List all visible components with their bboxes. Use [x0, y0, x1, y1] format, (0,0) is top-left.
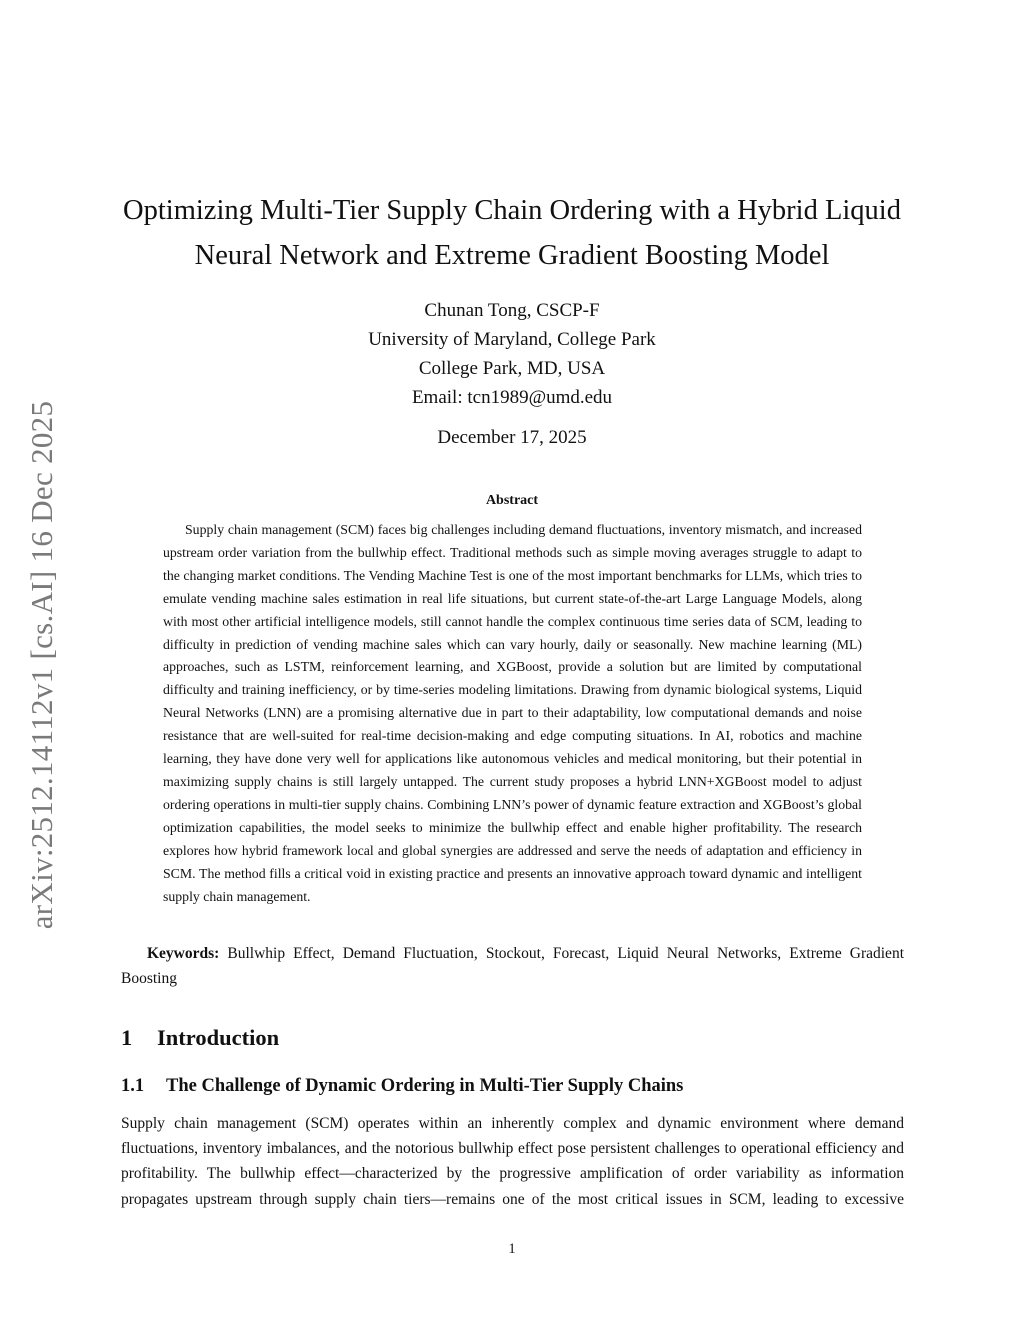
author-block: [0, 296, 1024, 412]
paper-title-line-2: Neural Network and Extreme Gradient Boosting Model: [194, 240, 830, 271]
introduction-paragraph: Supply chain management (SCM) operates within an inherently complex and dynamic environment where demand fluctuations, inventory imbalances, and the notorious bullwhip effect pose persistent challenges to operational efficiency and profitability. The bullwhip effect—characterized by the progressive amplification of order variability as information propagates upstream through supply chain tiers—remains one of the most critical issues in SCM, leading to excessive: [121, 1115, 904, 1208]
section-title: Introduction: [157, 1025, 280, 1050]
section-number: 1: [121, 1025, 133, 1050]
paper-title: [100, 188, 924, 278]
author-affiliation: University of Maryland, College Park: [368, 329, 656, 350]
arxiv-identifier: arXiv:2512.14112v1 [cs.AI] 16 Dec 2025: [24, 400, 59, 930]
abstract-text: Supply chain management (SCM) faces big challenges including demand fluctuations, inventory mismatch, and increased upstream order variation from the bullwhip effect. Traditional methods such as simple moving averages struggle to adapt to the changing market conditions. The Vending Machine Test is one of the most important benchmarks for LLMs, which tries to emulate vending machine sales estimation in real life situations, but current state-of-the-art Large Language Models, along with most other artificial intelligence models, still cannot handle the complex continuous time series data of SCM, leading to difficulty in prediction of vending machine sales which can vary hourly, daily or seasonally. New machine learning (ML) approaches, such as LSTM, reinforcement learning, and XGBoost, provide a solution but are limited by computational difficulty and training inefficiency, or by time-series modeling limitations. Drawing from dynamic biological systems, Liquid Neural Networks (LNN) are a promising alternative due in part to their adaptability, low computational demands and noise resistance that are well-suited for real-time decision-making and edge computing situations. In AI, robotics and machine learning, they have done very well for applications like autonomous vehicles and medical monitoring, but their potential in maximizing supply chains is still largely untapped. The current study proposes a hybrid LNN+XGBoost model to adjust ordering operations in multi-tier supply chains. Combining LNN’s power of dynamic feature extraction and XGBoost’s global optimization capabilities, the model seeks to minimize the bullwhip effect and enable higher profitability. The research explores how hybrid framework local and global synergies are addressed and serve the needs of adaptation and efficiency in SCM. The method fills a critical void in existing practice and presents an innovative approach toward dynamic and intelligent supply chain management.: [163, 522, 862, 904]
section-heading-introduction: [121, 1023, 279, 1053]
subsection-heading-dynamic-ordering: [121, 1073, 683, 1099]
abstract-heading: Abstract: [485, 493, 539, 508]
keywords-list: Bullwhip Effect, Demand Fluctuation, Stockout, Forecast, Liquid Neural Networks, Extreme Gradient Boosting: [121, 945, 904, 987]
publication-date: December 17, 2025: [437, 427, 587, 448]
page-number: 1: [508, 1241, 516, 1257]
author-name: Chunan Tong, CSCP-F: [424, 300, 600, 321]
keywords-label: Keywords:: [147, 945, 220, 962]
keywords-paragraph: [121, 941, 904, 991]
subsection-number: 1.1: [121, 1076, 145, 1096]
paper-title-line-1: Optimizing Multi-Tier Supply Chain Ordering with a Hybrid Liquid: [123, 195, 901, 226]
author-email: Email: tcn1989@umd.edu: [411, 387, 613, 408]
author-location: College Park, MD, USA: [418, 358, 606, 379]
subsection-title: The Challenge of Dynamic Ordering in Multi-Tier Supply Chains: [166, 1076, 684, 1096]
